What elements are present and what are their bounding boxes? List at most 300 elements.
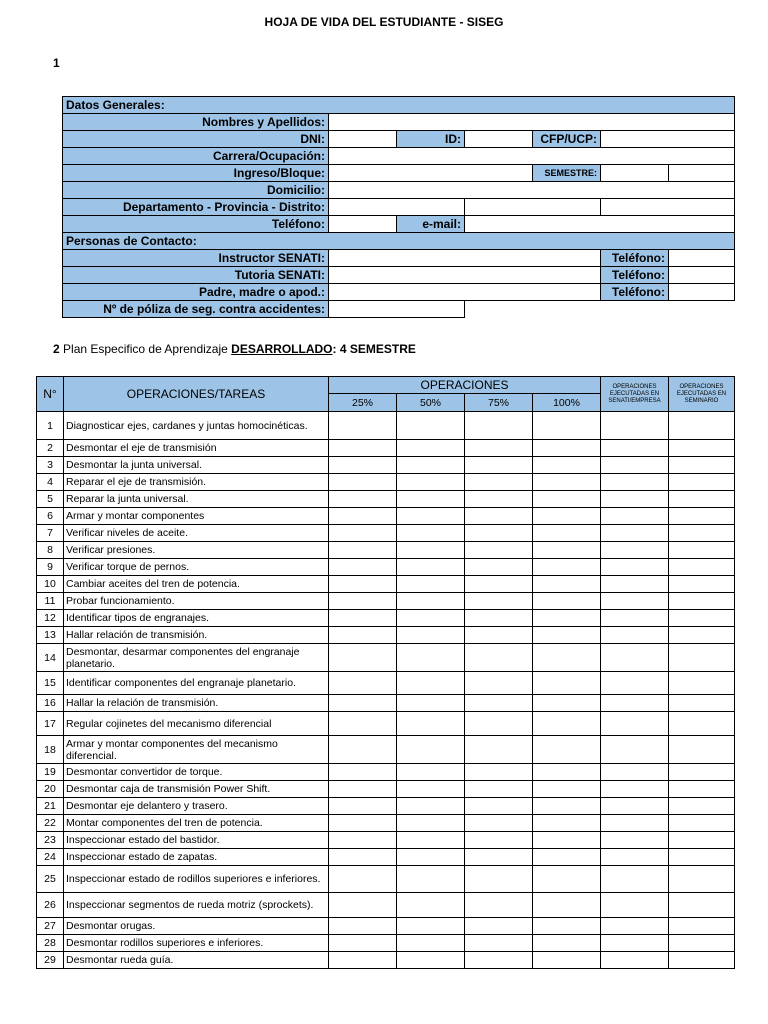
- table-row: [37, 559, 735, 576]
- progress-cell[interactable]: [329, 542, 397, 559]
- progress-cell[interactable]: [397, 440, 465, 457]
- progress-cell[interactable]: [329, 593, 397, 610]
- progress-cell[interactable]: [601, 695, 669, 712]
- progress-cell[interactable]: [601, 593, 669, 610]
- section-2-semester: 4 SEMESTRE: [339, 342, 416, 356]
- table-row: [37, 736, 735, 764]
- id-label: ID:: [397, 131, 465, 148]
- padre-telefono-field[interactable]: [669, 284, 735, 301]
- progress-cell[interactable]: [465, 457, 533, 474]
- row-task: Desmontar rodillos superiores e inferiores.: [64, 935, 329, 952]
- progress-cell[interactable]: [465, 798, 533, 815]
- row-task: Inspeccionar estado del bastidor.: [64, 832, 329, 849]
- progress-cell[interactable]: [669, 672, 735, 695]
- progress-cell[interactable]: [669, 764, 735, 781]
- progress-cell[interactable]: [397, 866, 465, 893]
- progress-cell[interactable]: [397, 952, 465, 969]
- progress-cell[interactable]: [601, 508, 669, 525]
- progress-cell[interactable]: [669, 474, 735, 491]
- progress-cell[interactable]: [397, 525, 465, 542]
- row-number: 14: [37, 644, 64, 672]
- row-number: 3: [37, 457, 64, 474]
- table-row: [37, 474, 735, 491]
- table-row: [37, 457, 735, 474]
- progress-cell[interactable]: [533, 559, 601, 576]
- domicilio-field[interactable]: [329, 182, 735, 199]
- progress-cell[interactable]: [329, 712, 397, 736]
- row-number: 28: [37, 935, 64, 952]
- pct-50-header: 50%: [397, 394, 465, 412]
- progress-cell[interactable]: [397, 672, 465, 695]
- progress-cell[interactable]: [397, 695, 465, 712]
- row-number: 20: [37, 781, 64, 798]
- progress-cell[interactable]: [397, 593, 465, 610]
- progress-cell[interactable]: [601, 559, 669, 576]
- progress-cell[interactable]: [397, 559, 465, 576]
- general-header: Datos Generales:: [63, 97, 735, 114]
- progress-cell[interactable]: [397, 736, 465, 764]
- progress-cell[interactable]: [601, 849, 669, 866]
- table-row: [37, 712, 735, 736]
- row-task: Inspeccionar segmentos de rueda motriz (sprockets).: [64, 893, 329, 918]
- progress-cell[interactable]: [329, 525, 397, 542]
- progress-cell[interactable]: [329, 736, 397, 764]
- table-row: [37, 525, 735, 542]
- table-row: [37, 542, 735, 559]
- progress-cell[interactable]: [329, 866, 397, 893]
- progress-cell[interactable]: [669, 781, 735, 798]
- departamento-field[interactable]: [329, 199, 465, 216]
- progress-cell[interactable]: [465, 849, 533, 866]
- section-2-number: 2: [53, 342, 60, 356]
- row-task: Desmontar rueda guía.: [64, 952, 329, 969]
- progress-cell[interactable]: [465, 866, 533, 893]
- col-seminario-header: OPERACIONES EJECUTADAS EN SEMINARIO: [669, 377, 735, 412]
- table-row: [37, 644, 735, 672]
- progress-cell[interactable]: [329, 644, 397, 672]
- progress-cell[interactable]: [669, 559, 735, 576]
- progress-cell[interactable]: [533, 918, 601, 935]
- progress-cell[interactable]: [669, 952, 735, 969]
- progress-cell[interactable]: [465, 952, 533, 969]
- table-row: [37, 412, 735, 440]
- progress-cell[interactable]: [533, 866, 601, 893]
- progress-cell[interactable]: [669, 610, 735, 627]
- progress-cell[interactable]: [533, 491, 601, 508]
- progress-cell[interactable]: [329, 627, 397, 644]
- row-task: Hallar relación de transmisión.: [64, 627, 329, 644]
- row-number: 16: [37, 695, 64, 712]
- row-number: 2: [37, 440, 64, 457]
- row-number: 17: [37, 712, 64, 736]
- general-data-table: [62, 96, 735, 318]
- progress-cell[interactable]: [465, 412, 533, 440]
- progress-cell[interactable]: [397, 508, 465, 525]
- progress-cell[interactable]: [533, 627, 601, 644]
- cfp-label: CFP/UCP:: [533, 131, 601, 148]
- row-task: Montar componentes del tren de potencia.: [64, 815, 329, 832]
- tutoria-label: Tutoria SENATI:: [63, 267, 329, 284]
- progress-cell[interactable]: [601, 440, 669, 457]
- progress-cell[interactable]: [601, 893, 669, 918]
- domicilio-label: Domicilio:: [63, 182, 329, 199]
- row-task: Regular cojinetes del mecanismo diferencial: [64, 712, 329, 736]
- instructor-label: Instructor SENATI:: [63, 250, 329, 267]
- progress-cell[interactable]: [533, 849, 601, 866]
- progress-cell[interactable]: [465, 610, 533, 627]
- semestre-field-2[interactable]: [669, 165, 735, 182]
- table-row: [37, 893, 735, 918]
- progress-cell[interactable]: [329, 918, 397, 935]
- carrera-field[interactable]: [329, 148, 735, 165]
- progress-cell[interactable]: [533, 935, 601, 952]
- progress-cell[interactable]: [601, 672, 669, 695]
- row-number: 25: [37, 866, 64, 893]
- progress-cell[interactable]: [533, 672, 601, 695]
- tutoria-telefono-label: Teléfono:: [601, 267, 669, 284]
- progress-cell[interactable]: [533, 798, 601, 815]
- progress-cell[interactable]: [601, 610, 669, 627]
- progress-cell[interactable]: [329, 559, 397, 576]
- progress-cell[interactable]: [465, 627, 533, 644]
- poliza-label: Nº de póliza de seg. contra accidentes:: [63, 301, 329, 318]
- progress-cell[interactable]: [465, 935, 533, 952]
- row-number: 21: [37, 798, 64, 815]
- row-task: Verificar presiones.: [64, 542, 329, 559]
- table-row: [37, 610, 735, 627]
- operations-table: [36, 376, 735, 969]
- row-task: Armar y montar componentes del mecanismo diferencial.: [64, 736, 329, 764]
- ingreso-label: Ingreso/Bloque:: [63, 165, 329, 182]
- table-row: [37, 593, 735, 610]
- progress-cell[interactable]: [669, 712, 735, 736]
- email-field[interactable]: [465, 216, 735, 233]
- table-row: [37, 815, 735, 832]
- progress-cell[interactable]: [397, 457, 465, 474]
- nombres-label: Nombres y Apellidos:: [63, 114, 329, 131]
- row-number: 10: [37, 576, 64, 593]
- progress-cell[interactable]: [601, 736, 669, 764]
- empty-cell: [465, 301, 735, 318]
- table-row: [37, 576, 735, 593]
- progress-cell[interactable]: [669, 440, 735, 457]
- table-row: [37, 672, 735, 695]
- progress-cell[interactable]: [601, 815, 669, 832]
- tutoria-telefono-field[interactable]: [669, 267, 735, 284]
- progress-cell[interactable]: [465, 712, 533, 736]
- progress-cell[interactable]: [669, 918, 735, 935]
- contacto-header: Personas de Contacto:: [63, 233, 735, 250]
- progress-cell[interactable]: [397, 918, 465, 935]
- progress-cell[interactable]: [329, 610, 397, 627]
- row-task: Hallar la relación de transmisión.: [64, 695, 329, 712]
- progress-cell[interactable]: [533, 576, 601, 593]
- row-task: Identificar tipos de engranajes.: [64, 610, 329, 627]
- progress-cell[interactable]: [329, 412, 397, 440]
- table-row: [37, 866, 735, 893]
- row-number: 26: [37, 893, 64, 918]
- progress-cell[interactable]: [669, 491, 735, 508]
- progress-cell[interactable]: [465, 893, 533, 918]
- progress-cell[interactable]: [397, 474, 465, 491]
- progress-cell[interactable]: [465, 440, 533, 457]
- progress-cell[interactable]: [397, 576, 465, 593]
- progress-cell[interactable]: [465, 672, 533, 695]
- table-row: [37, 952, 735, 969]
- dni-field[interactable]: [329, 131, 397, 148]
- progress-cell[interactable]: [601, 935, 669, 952]
- progress-cell[interactable]: [669, 815, 735, 832]
- progress-cell[interactable]: [465, 832, 533, 849]
- row-number: 18: [37, 736, 64, 764]
- progress-cell[interactable]: [465, 593, 533, 610]
- progress-cell[interactable]: [465, 491, 533, 508]
- progress-cell[interactable]: [465, 525, 533, 542]
- section-2-colon: :: [332, 342, 337, 356]
- progress-cell[interactable]: [465, 542, 533, 559]
- table-row: [37, 695, 735, 712]
- departamento-label: Departamento - Provincia - Distrito:: [63, 199, 329, 216]
- progress-cell[interactable]: [533, 457, 601, 474]
- section-2-status: DESARROLLADO: [231, 342, 333, 356]
- progress-cell[interactable]: [465, 474, 533, 491]
- progress-cell[interactable]: [533, 952, 601, 969]
- progress-cell[interactable]: [669, 508, 735, 525]
- progress-cell[interactable]: [669, 627, 735, 644]
- progress-cell[interactable]: [533, 644, 601, 672]
- progress-cell[interactable]: [397, 644, 465, 672]
- row-task: Cambiar aceites del tren de potencia.: [64, 576, 329, 593]
- progress-cell[interactable]: [601, 832, 669, 849]
- progress-cell[interactable]: [397, 712, 465, 736]
- telefono-field[interactable]: [329, 216, 397, 233]
- row-task: Diagnosticar ejes, cardanes y juntas homocinéticas.: [64, 412, 329, 440]
- progress-cell[interactable]: [533, 508, 601, 525]
- progress-cell[interactable]: [533, 542, 601, 559]
- progress-cell[interactable]: [397, 781, 465, 798]
- progress-cell[interactable]: [397, 832, 465, 849]
- progress-cell[interactable]: [329, 764, 397, 781]
- row-task: Desmontar el eje de transmisión: [64, 440, 329, 457]
- row-number: 9: [37, 559, 64, 576]
- progress-cell[interactable]: [329, 491, 397, 508]
- row-number: 19: [37, 764, 64, 781]
- progress-cell[interactable]: [669, 412, 735, 440]
- row-task: Desmontar eje delantero y trasero.: [64, 798, 329, 815]
- id-field[interactable]: [465, 131, 533, 148]
- email-label: e-mail:: [397, 216, 465, 233]
- progress-cell[interactable]: [669, 935, 735, 952]
- progress-cell[interactable]: [397, 412, 465, 440]
- progress-cell[interactable]: [465, 764, 533, 781]
- progress-cell[interactable]: [601, 542, 669, 559]
- progress-cell[interactable]: [533, 832, 601, 849]
- progress-cell[interactable]: [601, 798, 669, 815]
- row-number: 4: [37, 474, 64, 491]
- progress-cell[interactable]: [601, 525, 669, 542]
- row-number: 22: [37, 815, 64, 832]
- provincia-field[interactable]: [465, 199, 601, 216]
- progress-cell[interactable]: [669, 695, 735, 712]
- progress-cell[interactable]: [329, 781, 397, 798]
- progress-cell[interactable]: [533, 593, 601, 610]
- tutoria-field[interactable]: [329, 267, 601, 284]
- progress-cell[interactable]: [397, 542, 465, 559]
- pct-75-header: 75%: [465, 394, 533, 412]
- page-title: HOJA DE VIDA DEL ESTUDIANTE - SISEG: [264, 15, 504, 29]
- progress-cell[interactable]: [329, 815, 397, 832]
- progress-cell[interactable]: [669, 849, 735, 866]
- progress-cell[interactable]: [601, 576, 669, 593]
- poliza-field[interactable]: [329, 301, 465, 318]
- progress-cell[interactable]: [465, 559, 533, 576]
- padre-field[interactable]: [329, 284, 601, 301]
- instructor-telefono-field[interactable]: [669, 250, 735, 267]
- progress-cell[interactable]: [397, 893, 465, 918]
- progress-cell[interactable]: [533, 695, 601, 712]
- row-task: Desmontar caja de transmisión Power Shift.: [64, 781, 329, 798]
- row-number: 13: [37, 627, 64, 644]
- progress-cell[interactable]: [329, 440, 397, 457]
- progress-cell[interactable]: [533, 525, 601, 542]
- row-number: 11: [37, 593, 64, 610]
- row-task: Reparar el eje de transmisión.: [64, 474, 329, 491]
- progress-cell[interactable]: [397, 610, 465, 627]
- nombres-field[interactable]: [329, 114, 735, 131]
- progress-cell[interactable]: [465, 644, 533, 672]
- progress-cell[interactable]: [601, 491, 669, 508]
- section-2-prefix: Plan Especifico de Aprendizaje: [63, 342, 228, 356]
- progress-cell[interactable]: [397, 764, 465, 781]
- row-number: 7: [37, 525, 64, 542]
- progress-cell[interactable]: [329, 695, 397, 712]
- progress-cell[interactable]: [465, 695, 533, 712]
- progress-cell[interactable]: [533, 712, 601, 736]
- progress-cell[interactable]: [397, 815, 465, 832]
- table-row: [37, 491, 735, 508]
- progress-cell[interactable]: [329, 672, 397, 695]
- progress-cell[interactable]: [533, 412, 601, 440]
- instructor-telefono-label: Teléfono:: [601, 250, 669, 267]
- distrito-field[interactable]: [601, 199, 735, 216]
- progress-cell[interactable]: [669, 893, 735, 918]
- padre-label: Padre, madre o apod.:: [63, 284, 329, 301]
- progress-cell[interactable]: [533, 893, 601, 918]
- row-task: Desmontar orugas.: [64, 918, 329, 935]
- progress-cell[interactable]: [329, 935, 397, 952]
- progress-cell[interactable]: [601, 918, 669, 935]
- progress-cell[interactable]: [397, 798, 465, 815]
- progress-cell[interactable]: [533, 440, 601, 457]
- table-row: [37, 798, 735, 815]
- row-number: 15: [37, 672, 64, 695]
- progress-cell[interactable]: [329, 576, 397, 593]
- progress-cell[interactable]: [669, 866, 735, 893]
- progress-cell[interactable]: [669, 736, 735, 764]
- table-row: [37, 781, 735, 798]
- progress-cell[interactable]: [533, 736, 601, 764]
- progress-cell[interactable]: [329, 798, 397, 815]
- table-row: [37, 935, 735, 952]
- progress-cell[interactable]: [669, 457, 735, 474]
- progress-cell[interactable]: [329, 457, 397, 474]
- row-task: Verificar torque de pernos.: [64, 559, 329, 576]
- cfp-field[interactable]: [601, 131, 735, 148]
- progress-cell[interactable]: [601, 474, 669, 491]
- progress-cell[interactable]: [601, 764, 669, 781]
- progress-cell[interactable]: [465, 508, 533, 525]
- table-row: [37, 849, 735, 866]
- progress-cell[interactable]: [465, 815, 533, 832]
- progress-cell[interactable]: [329, 832, 397, 849]
- col-senati-header: OPERACIONES EJECUTADAS EN SENATI/EMPRESA: [601, 377, 669, 412]
- row-number: 5: [37, 491, 64, 508]
- ingreso-field[interactable]: [329, 165, 533, 182]
- table-row: [37, 918, 735, 935]
- progress-cell[interactable]: [601, 712, 669, 736]
- progress-cell[interactable]: [669, 832, 735, 849]
- progress-cell[interactable]: [397, 491, 465, 508]
- table-row: [37, 508, 735, 525]
- row-number: 1: [37, 412, 64, 440]
- progress-cell[interactable]: [533, 764, 601, 781]
- instructor-field[interactable]: [329, 250, 601, 267]
- progress-cell[interactable]: [397, 627, 465, 644]
- progress-cell[interactable]: [669, 644, 735, 672]
- progress-cell[interactable]: [465, 918, 533, 935]
- progress-cell[interactable]: [533, 781, 601, 798]
- pct-25-header: 25%: [329, 394, 397, 412]
- progress-cell[interactable]: [397, 935, 465, 952]
- col-tasks-header: OPERACIONES/TAREAS: [64, 377, 329, 412]
- progress-cell[interactable]: [601, 627, 669, 644]
- operations-body: [37, 412, 735, 969]
- progress-cell[interactable]: [329, 893, 397, 918]
- progress-cell[interactable]: [329, 474, 397, 491]
- row-number: 8: [37, 542, 64, 559]
- progress-cell[interactable]: [601, 866, 669, 893]
- semestre-field[interactable]: [601, 165, 669, 182]
- progress-cell[interactable]: [533, 610, 601, 627]
- table-row: [37, 764, 735, 781]
- row-task: Desmontar, desarmar componentes del engranaje planetario.: [64, 644, 329, 672]
- progress-cell[interactable]: [601, 781, 669, 798]
- telefono-label: Teléfono:: [63, 216, 329, 233]
- dni-label: DNI:: [63, 131, 329, 148]
- row-task: Reparar la junta universal.: [64, 491, 329, 508]
- progress-cell[interactable]: [601, 457, 669, 474]
- progress-cell[interactable]: [669, 525, 735, 542]
- progress-cell[interactable]: [465, 736, 533, 764]
- progress-cell[interactable]: [329, 508, 397, 525]
- progress-cell[interactable]: [669, 798, 735, 815]
- row-number: 29: [37, 952, 64, 969]
- progress-cell[interactable]: [533, 474, 601, 491]
- row-task: Desmontar convertidor de torque.: [64, 764, 329, 781]
- progress-cell[interactable]: [669, 593, 735, 610]
- progress-cell[interactable]: [601, 412, 669, 440]
- progress-cell[interactable]: [329, 849, 397, 866]
- progress-cell[interactable]: [601, 952, 669, 969]
- progress-cell[interactable]: [397, 849, 465, 866]
- progress-cell[interactable]: [601, 644, 669, 672]
- progress-cell[interactable]: [465, 781, 533, 798]
- progress-cell[interactable]: [465, 576, 533, 593]
- progress-cell[interactable]: [329, 952, 397, 969]
- progress-cell[interactable]: [669, 576, 735, 593]
- progress-cell[interactable]: [533, 815, 601, 832]
- progress-cell[interactable]: [669, 542, 735, 559]
